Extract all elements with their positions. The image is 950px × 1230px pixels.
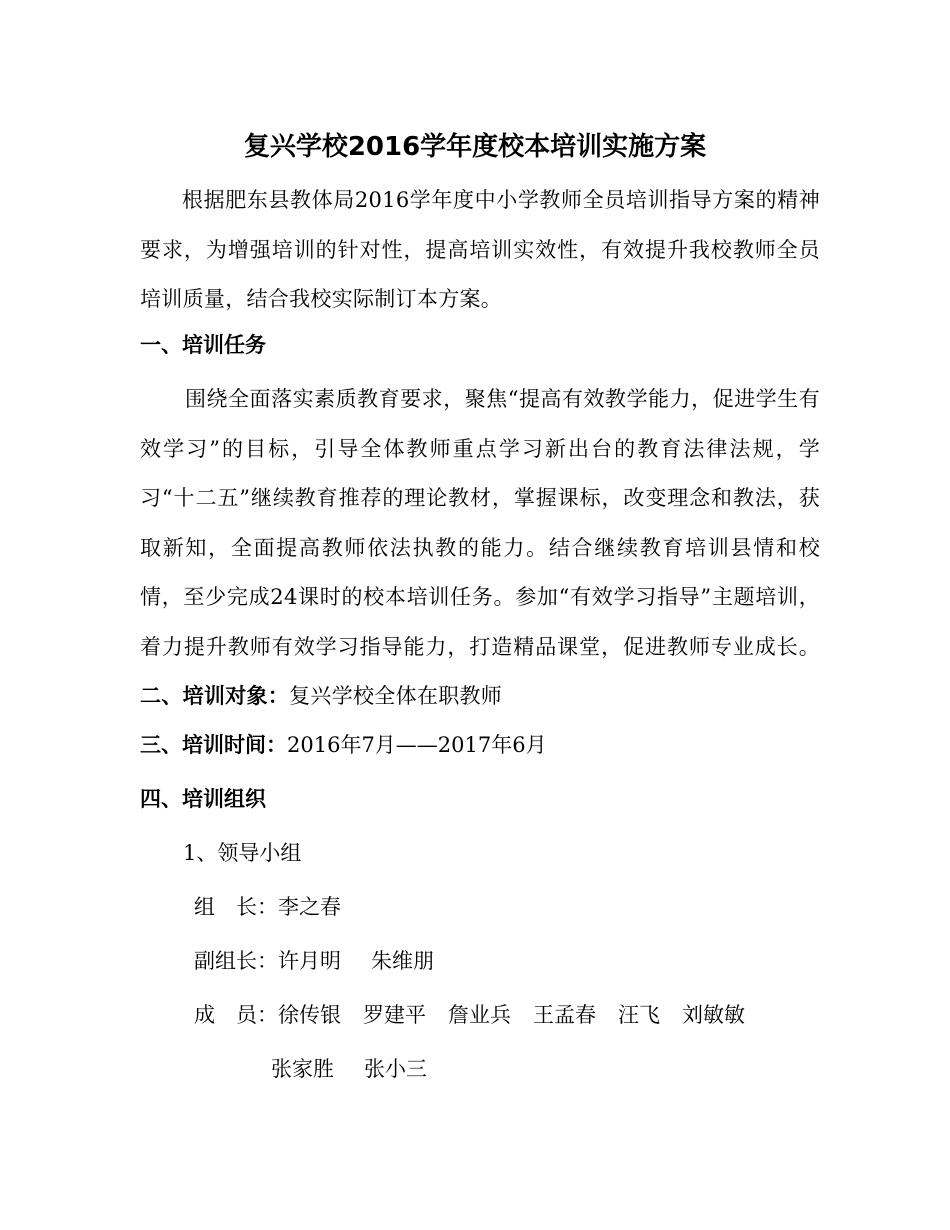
- document-title: 复兴学校2016学年度校本培训实施方案: [243, 132, 707, 162]
- deputy-name: 许月明: [278, 949, 341, 973]
- section-heading-tasks: 一、培训任务: [140, 333, 266, 357]
- leader-label: 组 长：: [194, 895, 278, 919]
- member-name: 詹业兵: [448, 1003, 511, 1027]
- deputy-label: 副组长：: [194, 949, 278, 973]
- time-value: 2016年7月——2017年6月: [287, 733, 547, 757]
- member-name: 王孟春: [533, 1003, 596, 1027]
- member-name: 张家胜: [271, 1057, 334, 1081]
- section-heading-organization: 四、培训组织: [140, 787, 266, 811]
- deputy-row: [194, 946, 434, 976]
- section-heading-time: 三、培训时间：: [140, 733, 287, 757]
- section-heading-target: 二、培训对象：: [140, 684, 290, 708]
- subheading-leadership-group: 1、领导小组: [183, 841, 302, 865]
- intro-paragraph: 根据肥东县教体局2016学年度中小学教师全员培训指导方案的精神要求，为增强培训的针对性，提高培训实效性，有效提升我校教师全员培训质量，结合我校实际制订本方案。: [140, 188, 820, 311]
- member-name: 刘敏敏: [682, 1003, 745, 1027]
- member-name: 张小三: [364, 1057, 427, 1081]
- leader-row: [194, 892, 341, 922]
- deputy-name: 朱维朋: [371, 949, 434, 973]
- members-row-continued: [271, 1054, 427, 1084]
- leader-name: 李之春: [278, 895, 341, 919]
- member-name: 徐传银: [278, 1003, 341, 1027]
- members-label: 成 员：: [194, 1003, 278, 1027]
- target-value: 复兴学校全体在职教师: [289, 684, 503, 708]
- tasks-paragraph: [140, 375, 820, 722]
- member-name: 汪飞: [618, 1003, 660, 1027]
- members-row: [194, 1000, 745, 1030]
- tasks-body: 围绕全面落实素质教育要求，聚焦“提高有效教学能力，促进学生有效学习”的目标，引导全体教师重点学习新出台的教育法律法规，学习“十二五”继续教育推荐的理论教材，掌握课标，改变理念和教法，获取新知，全面提高教师依法执教的能力。结合继续教育培训县情和校情，至少完成24课时的校本培训任务。参加“有效学习指导”主题培训，着力提升教师有效学习指导能力，打造精品课堂，促进教师专业成长。: [140, 387, 820, 659]
- member-name: 罗建平: [363, 1003, 426, 1027]
- section-time: [140, 730, 547, 760]
